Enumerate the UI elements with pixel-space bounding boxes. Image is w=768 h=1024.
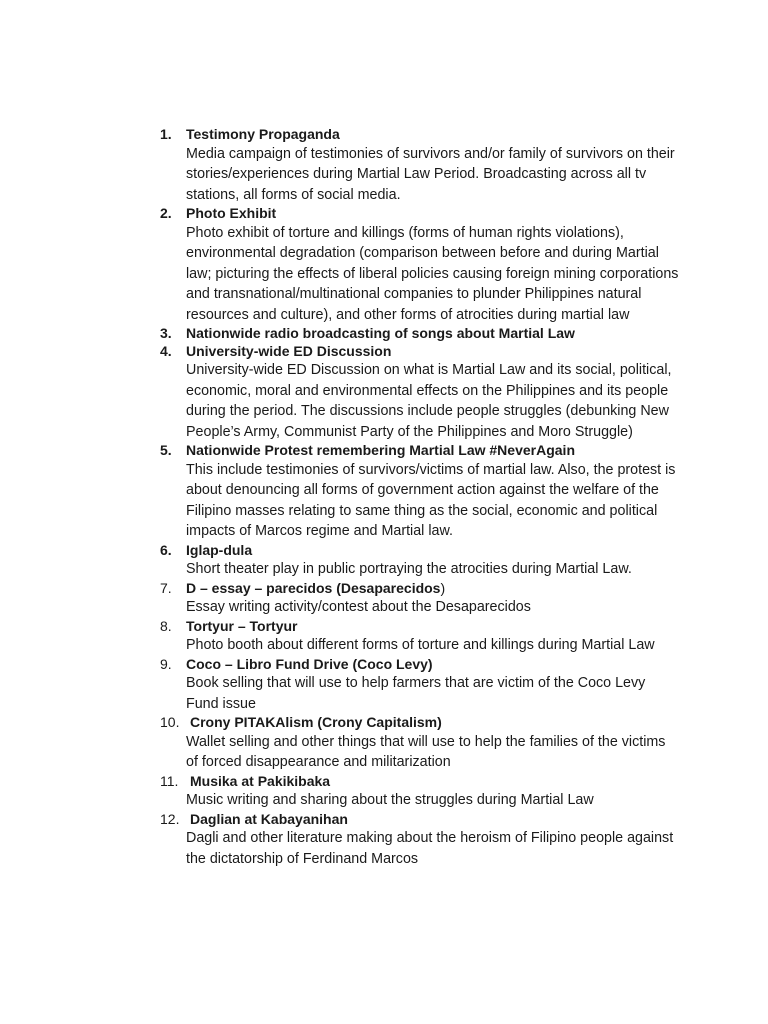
item-number: 9.	[160, 655, 172, 672]
item-title: Iglap-dula	[186, 541, 253, 558]
item-description: Music writing and sharing about the struggles during Martial Law	[186, 792, 594, 808]
item-description: University-wide ED Discussion on what is Martial Law and its social, political, economic, moral and environmental effects on the Philippines and its people during the period. The discussions include people struggles (debunking New People’s Army, Communist Party of the Philippines and Moro Struggle)	[186, 362, 672, 440]
item-title: Daglian at Kabayanihan	[190, 810, 348, 827]
list-item	[160, 714, 680, 773]
item-title: Testimony Propaganda	[186, 126, 340, 142]
list-item	[160, 542, 680, 580]
item-title: Musika at Pakikibaka	[190, 772, 331, 789]
item-number: 6.	[160, 541, 172, 558]
item-description: This include testimonies of survivors/victims of martial law. Also, the protest is about denouncing all forms of government action against the welfare of the Filipino masses relating to same thing as the social, economic and political impacts of Marcos regime and Martial law.	[186, 461, 676, 539]
item-title: Nationwide radio broadcasting of songs about Martial Law	[186, 325, 575, 341]
list-item	[160, 205, 680, 325]
item-number: 7.	[160, 579, 172, 596]
list-item	[160, 811, 680, 870]
item-number: 2.	[160, 205, 172, 221]
item-title-suffix: )	[440, 579, 446, 596]
item-description: Dagli and other literature making about the heroism of Filipino people against the dictatorship of Ferdinand Marcos	[186, 830, 674, 867]
item-description: Wallet selling and other things that will use to help the families of the victims of forced disappearance and militarization	[186, 733, 666, 770]
item-title: D – essay – parecidos (Desaparecidos	[186, 579, 441, 596]
item-number: 5.	[160, 442, 172, 458]
item-description: Photo booth about different forms of torture and killings during Martial Law	[186, 637, 655, 653]
activity-list	[160, 126, 680, 869]
list-item	[160, 343, 680, 443]
list-item	[160, 656, 680, 715]
list-item	[160, 580, 680, 618]
item-number: 10.	[160, 714, 180, 730]
item-number: 3.	[160, 325, 172, 341]
list-item	[160, 618, 680, 656]
item-description: Book selling that will use to help farmers that are victim of the Coco Levy Fund issue	[186, 675, 646, 712]
item-description: Media campaign of testimonies of survivors and/or family of survivors on their stories/experiences during Martial Law Period. Broadcasting across all tv stations, all forms of social media.	[186, 145, 675, 203]
item-number: 1.	[160, 126, 172, 142]
list-item	[160, 126, 680, 205]
item-title-line	[186, 580, 445, 596]
item-title: Photo Exhibit	[186, 205, 277, 221]
item-number: 11.	[160, 772, 179, 789]
item-number: 4.	[160, 342, 172, 359]
item-description: Essay writing activity/contest about the Desaparecidos	[186, 599, 531, 615]
item-description: Short theater play in public portraying the atrocities during Martial Law.	[186, 561, 632, 577]
item-number: 8.	[160, 617, 172, 634]
item-number: 12.	[160, 810, 180, 827]
item-title: Crony PITAKAlism (Crony Capitalism)	[190, 714, 442, 730]
list-item	[160, 442, 680, 542]
item-title: Coco – Libro Fund Drive (Coco Levy)	[186, 655, 433, 672]
item-title: University-wide ED Discussion	[186, 342, 392, 359]
item-title: Tortyur – Tortyur	[186, 617, 298, 634]
list-item	[160, 773, 680, 811]
item-description: Photo exhibit of torture and killings (forms of human rights violations), environmental degradation (comparison between before and during Martial law; picturing the effects of liberal policies causing foreign mining corporations and transnational/multinational companies to plunder Philippines natural resources and culture), and other forms of atrocities during martial law	[186, 224, 679, 323]
list-item	[160, 325, 680, 343]
item-title: Nationwide Protest remembering Martial Law #NeverAgain	[186, 442, 575, 458]
